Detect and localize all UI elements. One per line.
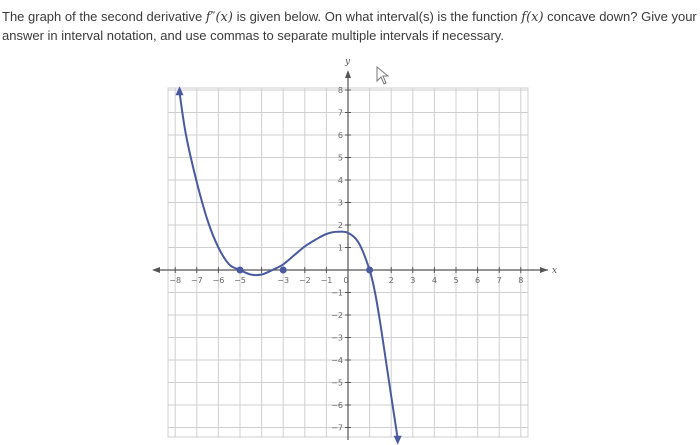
y-tick-label: 6: [337, 131, 343, 140]
y-axis-up-arrow-icon: [345, 70, 351, 78]
x-tick-label: −3: [277, 276, 290, 285]
x-axis-right-arrow-icon: [540, 267, 548, 273]
question-part-2: is given below. On what interval(s) is the function: [232, 9, 522, 24]
question-part-3: concave down? Give your answer in interval notation, and use commas to separate multiple intervals if necessary.: [2, 9, 697, 43]
y-tick-label: −2: [331, 311, 343, 320]
x-tick-label: 5: [453, 276, 459, 285]
y-tick-label: 4: [337, 176, 343, 185]
x-axis-name: x: [552, 266, 558, 276]
x-tick-label: −2: [298, 276, 311, 285]
x-tick-label: −6: [212, 276, 225, 285]
x-tick-label: −8: [169, 276, 182, 285]
y-tick-label: −6: [331, 401, 343, 410]
mouse-cursor-icon: [377, 67, 388, 84]
y-tick-label: −5: [331, 378, 343, 388]
curve-zero-point: [237, 267, 244, 274]
y-tick-label: −7: [331, 423, 343, 433]
question-part-1: The graph of the second derivative: [2, 9, 206, 24]
curve-down-arrow-icon: [394, 436, 402, 445]
curve-zero-point: [366, 267, 373, 274]
x-tick-label: −7: [190, 276, 203, 285]
curve-zero-point: [280, 267, 287, 274]
x-tick-label: 0: [343, 276, 349, 285]
function-notation: f(x): [521, 10, 544, 25]
y-tick-label: 8: [337, 86, 343, 95]
x-tick-label: 3: [410, 276, 416, 285]
y-tick-label: −3: [331, 333, 343, 343]
y-tick-label: −4: [331, 356, 343, 365]
x-tick-label: −1: [320, 276, 333, 285]
x-tick-label: 4: [431, 276, 437, 285]
y-tick-label: 1: [337, 243, 343, 253]
x-tick-label: 7: [496, 276, 502, 285]
y-axis-name: y: [345, 57, 351, 67]
y-tick-label: 7: [337, 108, 343, 118]
x-tick-label: −5: [234, 276, 246, 285]
x-tick-label: 6: [475, 276, 481, 285]
x-tick-label: 8: [518, 276, 524, 285]
x-tick-label: 2: [388, 276, 394, 285]
y-tick-label: −1: [331, 288, 343, 298]
x-axis-left-arrow-icon: [152, 267, 160, 273]
y-tick-label: 5: [337, 153, 343, 163]
y-tick-label: 2: [337, 221, 343, 230]
y-tick-label: 3: [337, 198, 343, 208]
second-derivative-notation: f″(x): [205, 10, 233, 25]
